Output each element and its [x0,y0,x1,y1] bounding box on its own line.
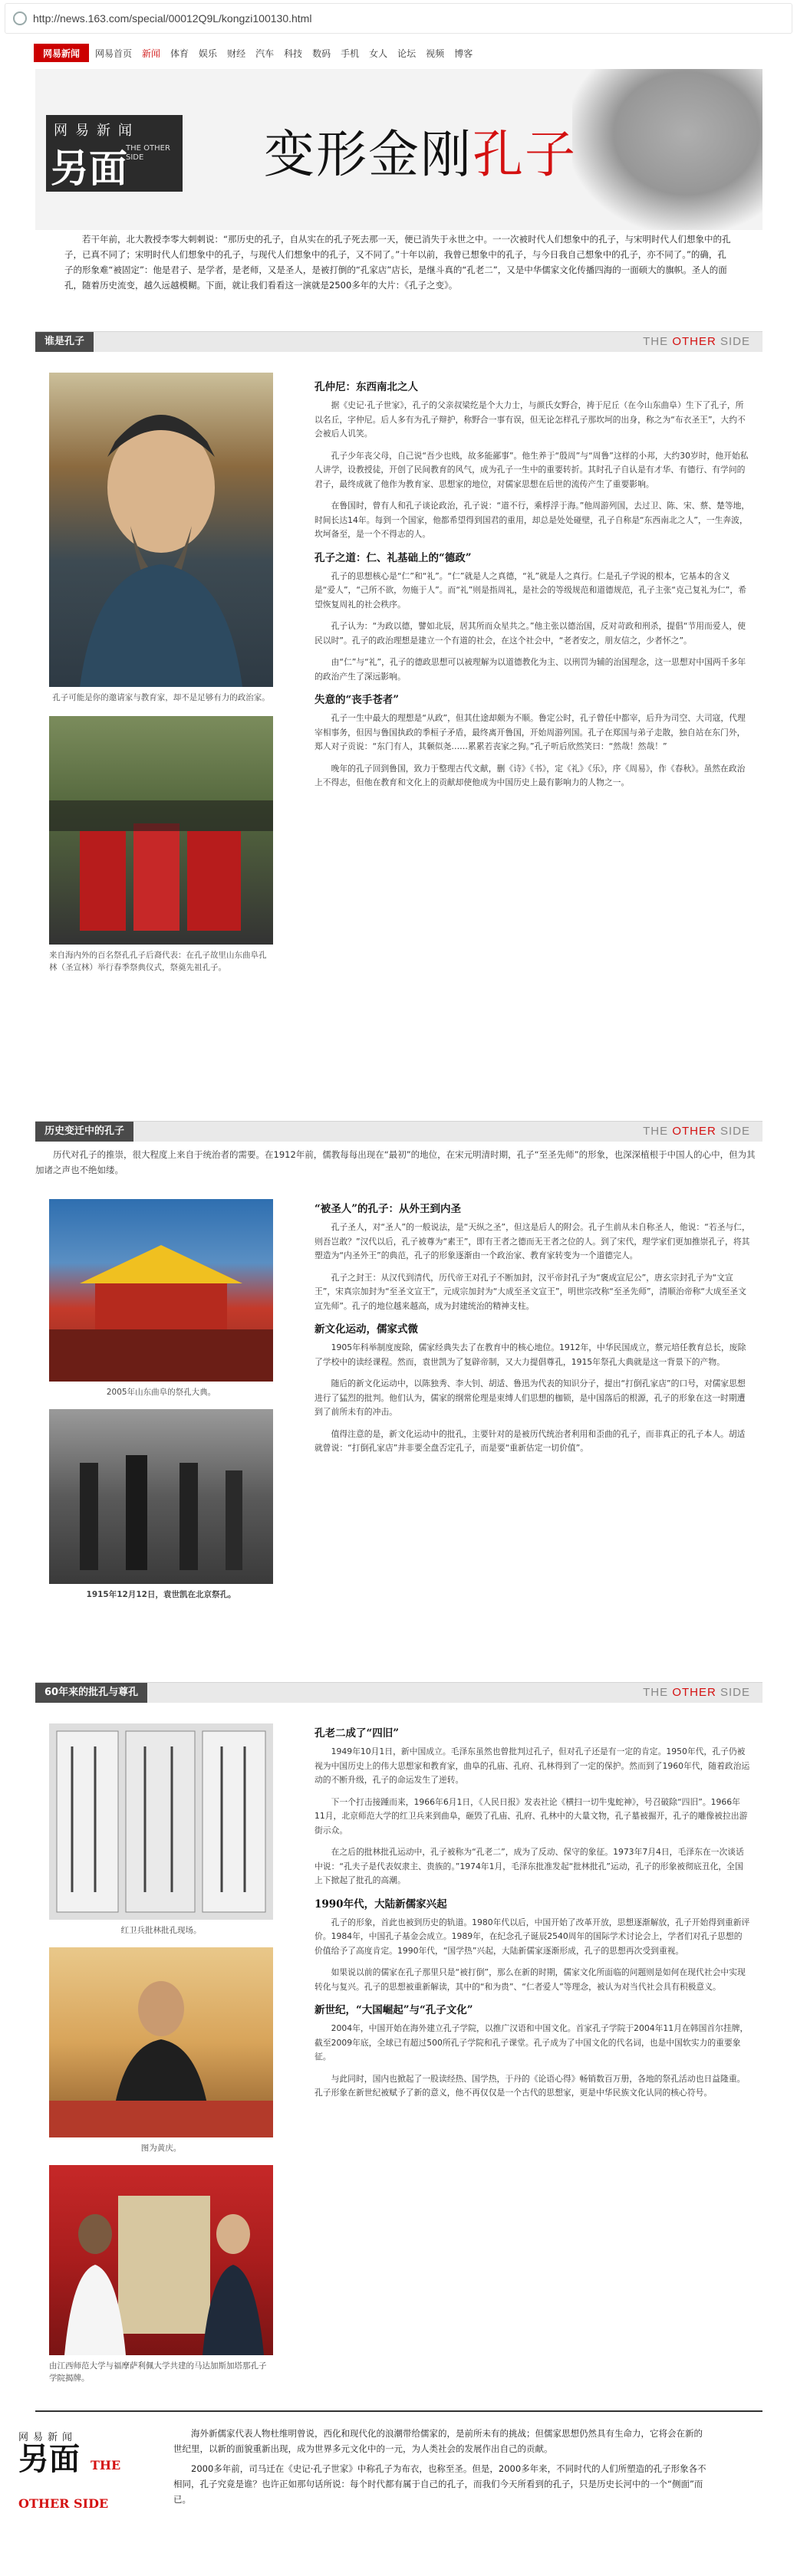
ceremony-image [49,716,273,945]
section-brand: THE OTHER SIDE [643,1686,750,1699]
article-paragraph: 孔子之封王：从汉代到清代，历代帝王对孔子不断加封，汉平帝封孔子为“褒成宣尼公”，唐玄宗封孔子为“文宣王”，宋真宗加封为“至圣文宣王”，元成宗加封为“大成至圣文宣王”，明世宗改称“至圣先师”，清顺治帝称“大成至圣文宣先师”。孔子的地位越来越高，成为封建统治的精神支柱。 [315,1272,746,1311]
photo-caption: 图为黄庆。 [140,2144,182,2153]
article-paragraph: 孔子的形象，首此也被到历史的轨道。1980年代以后，中国开始了改革开放，思想逐渐解放，孔子开始得到重新评价。1984年，中国孔子基金会成立。1989年，在纪念孔子诞辰2540周年的国际学术讨论会上，学者们对孔子思想的价值给予了高度肯定。1990年代，“国学热”兴起，大陆新儒家逐渐形成，孔子的思想再次受到重视。 [315,1917,750,1956]
article-paragraph: 孔子少年丧父母，自己说“吾少也贱，故多能鄙事”。他生养于“殷周”与“周鲁”这样的小邦，大约30岁时，他开始私人讲学，设教授徒，开创了民间教育的风气，成为孔子一生中的重要转折。其时孔子自认是有才华、有德行、有学问的君子，最终成就了他作为教育家、思想家的地位，对儒家思想在后世的流传产生了重要影响。 [315,450,749,489]
photo-caption: 来自海内外的百名祭孔孔子后裔代表：在孔子故里山东曲阜孔林（圣宣林）举行春季祭典仪式，祭奠先祖孔子。 [49,951,267,972]
qufu-svg [49,1199,273,1382]
section-brand: THE OTHER SIDE [643,335,750,348]
article-heading: 孔仲尼：东西南北之人 [315,381,418,393]
section-bar-who [35,331,762,352]
qufu-ceremony-image [49,1199,273,1382]
section-bar-60years [35,1682,762,1703]
nav-item-ent[interactable]: 娱乐 [199,48,218,59]
nav-item-sports[interactable]: 体育 [170,48,189,59]
posters-svg [49,1723,273,1920]
huang-qing-photo [49,1947,273,2137]
article-paragraph: 在之后的批林批孔运动中，孔子被称为“孔老二”，成为了反动、保守的象征。1973年7月4日，毛泽东在一次谈话中说：“孔夫子是代表奴隶主、贵族的。”1974年1月，毛泽东批准发起“批林批孔”运动，孔子的形象被彻底丑化，全国上下掀起了批孔的高潮。 [315,1847,744,1885]
masthead [35,69,762,230]
nav-item-lady[interactable]: 女人 [369,48,388,59]
article-paragraph: 下一个打击接踵而来，1966年6月1日，《人民日报》发表社论《横扫一切牛鬼蛇神》，号召破除“四旧”。1966年11月，北京师范大学的红卫兵来到曲阜，砸毁了孔庙、孔府、孔林中的大量文物，孔子墓被掘开，孔子的雕像被拉出游街示众。 [315,1796,748,1835]
intro-paragraph: 若干年前，北大教授李零大刺刺说：“那历史的孔子，自从实在的孔子死去那一天，便已消失于永世之中。一一次被时代人们想象中的孔子，与宋明时代人们想象中的孔子，已真不同了；宋明时代人们想象中的孔子，与现代人们想象中的孔子，又不同了。”十年以前，我曾已想象中的孔子，与今日我自己想象中的孔子，亦不同了。”的确，孔子的形象难“被固定”：他是君子、是学者，是老师，又是圣人，是被打倒的“孔家店”店长，是继斗真的“孔老二”，又是中华儒家文化传播四海的一面硕大的旗帜。圣人的面孔，随着历史流变，越久远越模糊。下面，就让我们看看这一演就是2500多年的大片：《孔子之变》。 [64,234,731,291]
nav-item-bbs[interactable]: 论坛 [397,48,417,59]
nav-item-news[interactable]: 新闻 [142,48,161,59]
article-paragraph: 与此同时，国内也掀起了一股读经热、国学热，于丹的《论语心得》畅销数百万册，各地的祭孔活动也日益隆重。孔子形象在新世纪被赋予了新的意义，他不再仅仅是一个古代的思想家，更是中华民族文化认同的核心符号。 [315,2073,746,2098]
article-paragraph: 孔子的思想核心是“仁”和“礼”。“仁”就是人之真德，“礼”就是人之真行。仁是孔子学说的根本，它基本的含义是“爱人”，“己所不欲，勿施于人”。而“礼”则是指周礼，是社会的等级规范和道德规范，孔子主张“克己复礼为仁”，希望恢复周礼的社会秩序。 [315,570,746,610]
section-title: 谁是孔子 [35,332,94,352]
nav-item-tech[interactable]: 科技 [284,48,303,59]
article-block [315,379,750,798]
footer-paragraph: 2000多年前，司马迁在《史记·孔子世家》中称孔子为布衣，也称至圣。但是，2000多年来，不同时代的人们所塑造的孔子形象各不相同，孔子究竟是谁？也许正如那句话所说：每个时代都有属于自己的孔子，而我们今天所看到的孔子，只是历史长河中的一个“侧面”而已。 [173,2463,706,2505]
masthead-figure-image [572,69,762,230]
photo-caption: 1915年12月12日，袁世凯在北京祭孔。 [86,1590,236,1599]
article-paragraph: 在鲁国时，曾有人和孔子谈论政治，孔子说：“道不行，乘桴浮于海。”他周游列国，去过卫、陈、宋、蔡、楚等地，时间长达14年。每到一个国家，他都希望得到国君的重用，却总是处处碰壁，孔子自称是“东西南北之人”，一生奔波，坎坷备至，是一个不得志的人。 [315,501,750,539]
nav-item-auto[interactable]: 汽车 [255,48,275,59]
footer-column-logo: 网易新闻 另面 THE OTHER SIDE [18,2432,121,2511]
nav-item-money[interactable]: 财经 [227,48,246,59]
photo-caption: 由江西师范大学与福摩萨利佩大学共建的马达加斯加塔那孔子学院揭牌。 [49,2361,267,2383]
article-block [315,1725,750,2108]
article-heading: “被圣人”的孔子：从外王到内圣 [315,1203,462,1215]
article-heading: 1990年代，大陆新儒家兴起 [315,1898,447,1911]
article-paragraph: 孔子一生中最大的理想是“从政”，但其仕途却颇为不顺。鲁定公时，孔子曾任中都宰，后升为司空、大司寇，代理宰相事务，但因与鲁国执政的季桓子矛盾，最终离开鲁国，开始周游列国。孔子在郑国与弟子走散，独自站在东门外，郑人对子贡说：“东门有人，其颡似尧……累累若丧家之狗。”孔子听后欣然笑曰：“然哉！然哉！” [315,713,746,751]
nav-item-mobile[interactable]: 手机 [341,48,360,59]
big-character-posters-image [49,1723,273,1920]
yuan-shikai-photo [49,1409,273,1584]
site-logo[interactable]: 网易新闻 [34,44,89,62]
nav-item-blog[interactable]: 博客 [454,48,473,59]
article-heading: 新文化运动，儒家式微 [315,1323,418,1336]
section-brand: THE OTHER SIDE [643,1125,750,1138]
footer-summary [173,2426,710,2512]
section-title: 历史变迁中的孔子 [35,1122,133,1142]
article-paragraph: 孔子认为：“为政以德，譬如北辰，居其所而众星共之。”他主张以德治国，反对苛政和刑杀，提倡“节用而爱人，使民以时”。孔子的政治理想是建立一个有道的社会，在这个社会中，“老者安之，朋友信之，少者怀之”。 [315,621,746,646]
article-paragraph: 1905年科举制度废除，儒家经典失去了在教育中的核心地位。1912年，中华民国成立，蔡元培任教育总长，废除了学校中的读经课程。然而，袁世凯为了复辟帝制，又大力提倡尊孔，1915年祭孔大典就是这一背景下的产物。 [315,1342,746,1367]
section-title: 60年来的批孔与尊孔 [35,1683,147,1703]
nav-item-home[interactable]: 网易首页 [95,48,133,59]
yuan-svg [49,1409,273,1584]
column-logo: 网易新闻 另面 THE OTHER SIDE [46,115,183,192]
article-paragraph: 孔子圣人，对“圣人”的一般说法，是“天纵之圣”，但这是后人的附会。孔子生前从未自称圣人，他说：“若圣与仁，则吾岂敢？”汉代以后，孔子被尊为“素王”，即有王者之德而无王者之位的人。到了宋代，理学家们更加推崇孔子，将其塑造为“内圣外王”的典范，孔子的形象逐渐由一个政治家、教育家转变为一个道德完人。 [315,1222,750,1260]
section-bar-history [35,1121,762,1142]
article-paragraph: 值得注意的是，新文化运动中的批孔，主要针对的是被历代统治者利用和歪曲的孔子，而非真正的孔子本人。胡适就曾说：“打倒孔家店”并非要全盘否定孔子，而是要“重新估定一切价值”。 [315,1428,746,1453]
article-heading: 孔子之道：仁、礼基础上的“德政” [315,551,472,564]
confucius-portrait-image [49,373,273,687]
article-paragraph: 由“仁”与“礼”，孔子的德政思想可以被理解为以道德教化为主、以刑罚为辅的治国理念，这一思想对中国两千多年的政治产生了深远影响。 [315,657,746,682]
globe-icon [13,12,27,25]
article-paragraph: 晚年的孔子回到鲁国，致力于整理古代文献，删《诗》《书》，定《礼》《乐》，序《周易》，作《春秋》。虽然在政治上不得志，但他在教育和文化上的贡献却使他成为中国历史上最有影响力的人物之一。 [315,763,746,787]
nav-item-digi[interactable]: 数码 [312,48,331,59]
page-title: 变形金刚孔子 [264,125,577,184]
nav-item-video[interactable]: 视频 [426,48,445,59]
huang-svg [49,1947,273,2137]
institute-svg [49,2165,273,2355]
footer-divider [35,2410,762,2412]
browser-url-bar[interactable] [5,3,792,34]
article-paragraph: 2004年，中国开始在海外建立孔子学院，以推广汉语和中国文化。首家孔子学院于2004年11月在韩国首尔挂牌，截至2009年底，全球已有超过500所孔子学院和孔子课堂。孔子成为了中国文化的代名词，也是中国软实力的重要象征。 [315,2023,749,2062]
article-heading: 新世纪，“大国崛起”与“孔子文化” [315,2004,473,2016]
photo-caption: 孔子可能是你的邀请家与教育家，却不是足够有力的政治家。 [52,693,270,702]
article-paragraph: 如果说以前的儒家在孔子那里只是“被打倒”，那么在新的时期，儒家文化所面临的问题则是如何在现代社会中实现转化与复兴。孔子的思想被重新解读，其中的“和为贵”、“仁者爱人”等理念，被认为对当代社会具有积极意义。 [315,1967,746,1992]
ceremony-svg [49,716,273,945]
article-paragraph: 1949年10月1日，新中国成立。毛泽东虽然也曾批判过孔子，但对孔子还是有一定的肯定。1950年代，孔子仍被视为中国历史上的伟大思想家和教育家，曲阜的孔庙、孔府、孔林得到了一定的保护。然而到了1960年代，随着政治运动的不断升级，孔子的命运发生了逆转。 [315,1746,750,1785]
article-heading: 失意的“丧手苍者” [315,694,400,706]
url-text[interactable]: http://news.163.com/special/00012Q9L/kongzi100130.html [33,12,312,25]
photo-caption: 红卫兵批林批孔现场。 [120,1926,202,1935]
section-intro: 历代对孔子的推崇，很大程度上来自于统治者的需要。在1912年前，儒教每每出现在“最初”的地位，在宋元明清时期，孔子“至圣先师”的形象，也深深植根于中国人的心中，但为其加诸之声也不绝如缕。 [35,1149,756,1175]
footer-paragraph: 海外新儒家代表人物杜维明曾说，西化和现代化的浪潮带给儒家的，是前所未有的挑战；但儒家思想仍然具有生命力，它将会在新的世纪里，以新的面貌重新出现，成为世界多元文化中的一元，为人类社会的发展作出自己的贡献。 [173,2428,703,2454]
article-block [315,1201,750,1464]
confucius-portrait-svg [49,373,273,687]
site-nav [34,41,762,67]
article-page [34,64,764,2568]
article-paragraph: 随后的新文化运动中，以陈独秀、李大钊、胡适、鲁迅为代表的知识分子，提出“打倒孔家店”的口号，对儒家思想进行了猛烈的批判。他们认为，儒家的纲常伦理是束缚人们思想的枷锁，是中国落后的根源，孔子的形象在这一时期遭到了前所未有的冲击。 [315,1378,746,1417]
photo-caption: 2005年山东曲阜的祭孔大典。 [106,1388,216,1397]
article-paragraph: 据《史记·孔子世家》，孔子的父亲叔梁纥是个大力士，与颜氏女野合，祷于尼丘（在今山东曲阜）生下了孔子，所以名丘，字仲尼。后人多有为孔子辩护，称野合一事有误，但无论怎样孔子那坎坷的出身，称之为“布衣圣王”，大约不会被后人讥笑。 [315,400,746,439]
confucius-institute-photo [49,2165,273,2355]
article-heading: 孔老二成了“四旧” [315,1727,400,1740]
